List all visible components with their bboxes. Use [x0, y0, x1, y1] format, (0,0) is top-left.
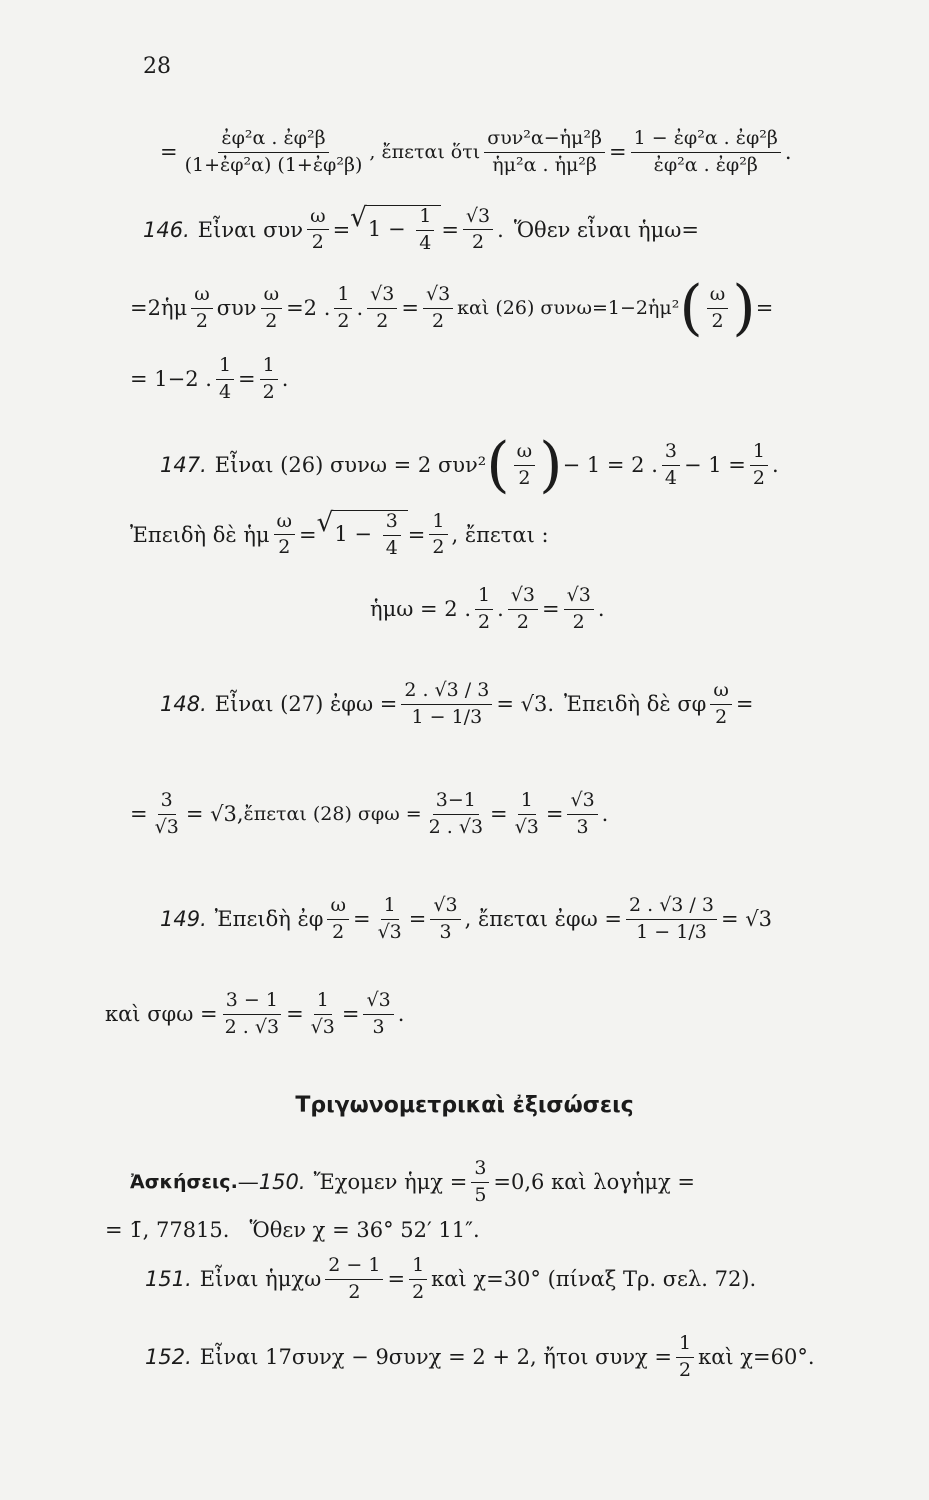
text: καὶ χ=30° (πίναξ Τρ. σελ. 72).: [431, 1267, 757, 1292]
exercise-number: 149.: [160, 907, 207, 932]
exercise-146-line-2: =2ἡμ $\frac{\omega}{2}$ συν $\frac{\omega}{2}$ =2 . $\frac{1}{2}$ . $\frac{√3}{2}$ = $\frac{√3}{2}$ καὶ (26) συνω=1−2ἡμ² ( $\frac{\omega}{2}$ ) =: [130, 273, 774, 343]
exercise-148: 148. Εἶναι (27) ἐφω = $\frac{2 . √3 / 3}{1 - 1/3}$ = √3. Ἐπειδὴ δὲ σφ $\frac{\omega}{2}$ =: [160, 679, 754, 728]
page-number: 28: [143, 54, 171, 79]
text: , ἔπεται :: [451, 522, 549, 547]
exercise-number: 148.: [160, 692, 207, 717]
exercise-147-line-2: Ἐπειδὴ δὲ ἡμ $\frac{\omega}{2}$ = √ 1 − $\frac{3}{4}$ = $\frac{1}{2}$ , ἔπεται :: [130, 508, 549, 559]
exercise-150: Ἀσκήσεις. — 150. Ἔχομεν ἡμχ = $\frac{3}{5}$ =0,6 καὶ λογἡμχ =: [130, 1157, 696, 1206]
exercise-146: 146. Εἶναι συν $\frac{\omega}{2}$ = √ 1 − $\frac{1}{4}$ = $\frac{√3}{2}$ . Ὅθεν εἶναι ἡμω=: [143, 203, 699, 254]
text: =0,6 καὶ λογἡμχ =: [493, 1170, 696, 1195]
exercise-148-line-2: = $\frac{3}{√3}$ = √3, ἔπεται (28) σφω = $\frac{3-1}{2 . √3}$ = $\frac{1}{√3}$ = $\frac{√3}{3}$ .: [130, 789, 609, 838]
text: ἔπεται (28) σφω =: [243, 803, 422, 826]
exercise-number: 150.: [258, 1170, 306, 1195]
text: , ἔπεται ἐφω =: [464, 907, 622, 932]
text: Ἐπειδὴ δὲ ἡμ: [130, 522, 270, 547]
text: Εἶναι συν: [197, 217, 304, 242]
exercise-151: 151. Εἶναι ἡμχω $\frac{2 - 1}{2}$ = $\frac{1}{2}$ καὶ χ=30° (πίναξ Τρ. σελ. 72).: [145, 1254, 757, 1303]
text: Ὅθεν χ = 36° 52′ 11″.: [249, 1218, 480, 1242]
text: Εἶναι (26) συνω = 2 συν²: [214, 453, 487, 477]
exercise-number: 151.: [145, 1267, 192, 1292]
exercise-152: 152. Εἶναι 17συνχ − 9συνχ = 2 + 2, ἤτοι συνχ = $\frac{1}{2}$ καὶ χ=60°.: [145, 1332, 815, 1381]
exercise-149-line-2: καὶ σφω = $\frac{3 - 1}{2 . √3}$ = $\frac{1}{√3}$ = $\frac{√3}{3}$ .: [105, 989, 405, 1038]
text: Εἶναι ἡμχω: [199, 1267, 322, 1292]
exercise-number: 146.: [143, 217, 190, 242]
exercises-label: Ἀσκήσεις.: [130, 1171, 238, 1194]
text: Εἶναι 17συνχ − 9συνχ = 2 + 2, ἤτοι συνχ =: [199, 1345, 672, 1370]
text: ἡμω = 2 .: [370, 597, 472, 622]
exercise-146-line-3: = 1−2 . $\frac{1}{4}$ = $\frac{1}{2}$ .: [130, 354, 289, 403]
text: Ὅθεν εἶναι ἡμω=: [513, 217, 699, 242]
text: Ἐπειδὴ ἐφ: [214, 907, 324, 932]
exercise-149: 149. Ἐπειδὴ ἐφ $\frac{\omega}{2}$ = $\frac{1}{√3}$ = $\frac{√3}{3}$ , ἔπεται ἐφω = $\frac{2 . √3 / 3}{1 - 1/3}$ = √3: [160, 894, 772, 943]
text: Ἔχομεν ἡμχ =: [313, 1170, 468, 1195]
formula-line-1: = $\frac{\text{ἐφ²α . ἐφ²β}}{\text{(1+ἐφ²α) (1+ἐφ²β)}}$ , ἔπεται ὅτι $\frac{\text{συν²α−ἡμ²β}}{\text{ἡμ²α . ἡμ²β}}$ = $\frac{\text{1 − ἐφ²α . ἐφ²β}}{\text{ἐφ²α . ἐφ²β}}$ .: [160, 127, 792, 176]
text: καὶ (26) συνω=1−2ἡμ²: [457, 297, 680, 319]
text: καὶ χ=60°.: [698, 1345, 815, 1370]
text: = 1̄, 77815.: [105, 1218, 230, 1242]
text: καὶ σφω =: [105, 1002, 218, 1027]
exercise-150-line-2: [105, 1218, 480, 1242]
section-heading: Τριγωνομετρικαὶ ἐξισώσεις: [295, 1093, 634, 1118]
exercise-number: 152.: [145, 1345, 192, 1370]
text: Ἐπειδὴ δὲ σφ: [564, 692, 707, 717]
text: Εἶναι (27) ἐφω =: [214, 692, 398, 717]
exercise-147: 147. Εἶναι (26) συνω = 2 συν² ( $\frac{\omega}{2}$ ) − 1 = 2 . $\frac{3}{4}$ − 1 = $\frac{1}{2}$ .: [160, 430, 779, 500]
exercise-147-line-3: ἡμω = 2 . $\frac{1}{2}$ . $\frac{√3}{2}$ = $\frac{√3}{2}$ .: [370, 584, 605, 633]
exercise-number: 147.: [160, 453, 207, 477]
